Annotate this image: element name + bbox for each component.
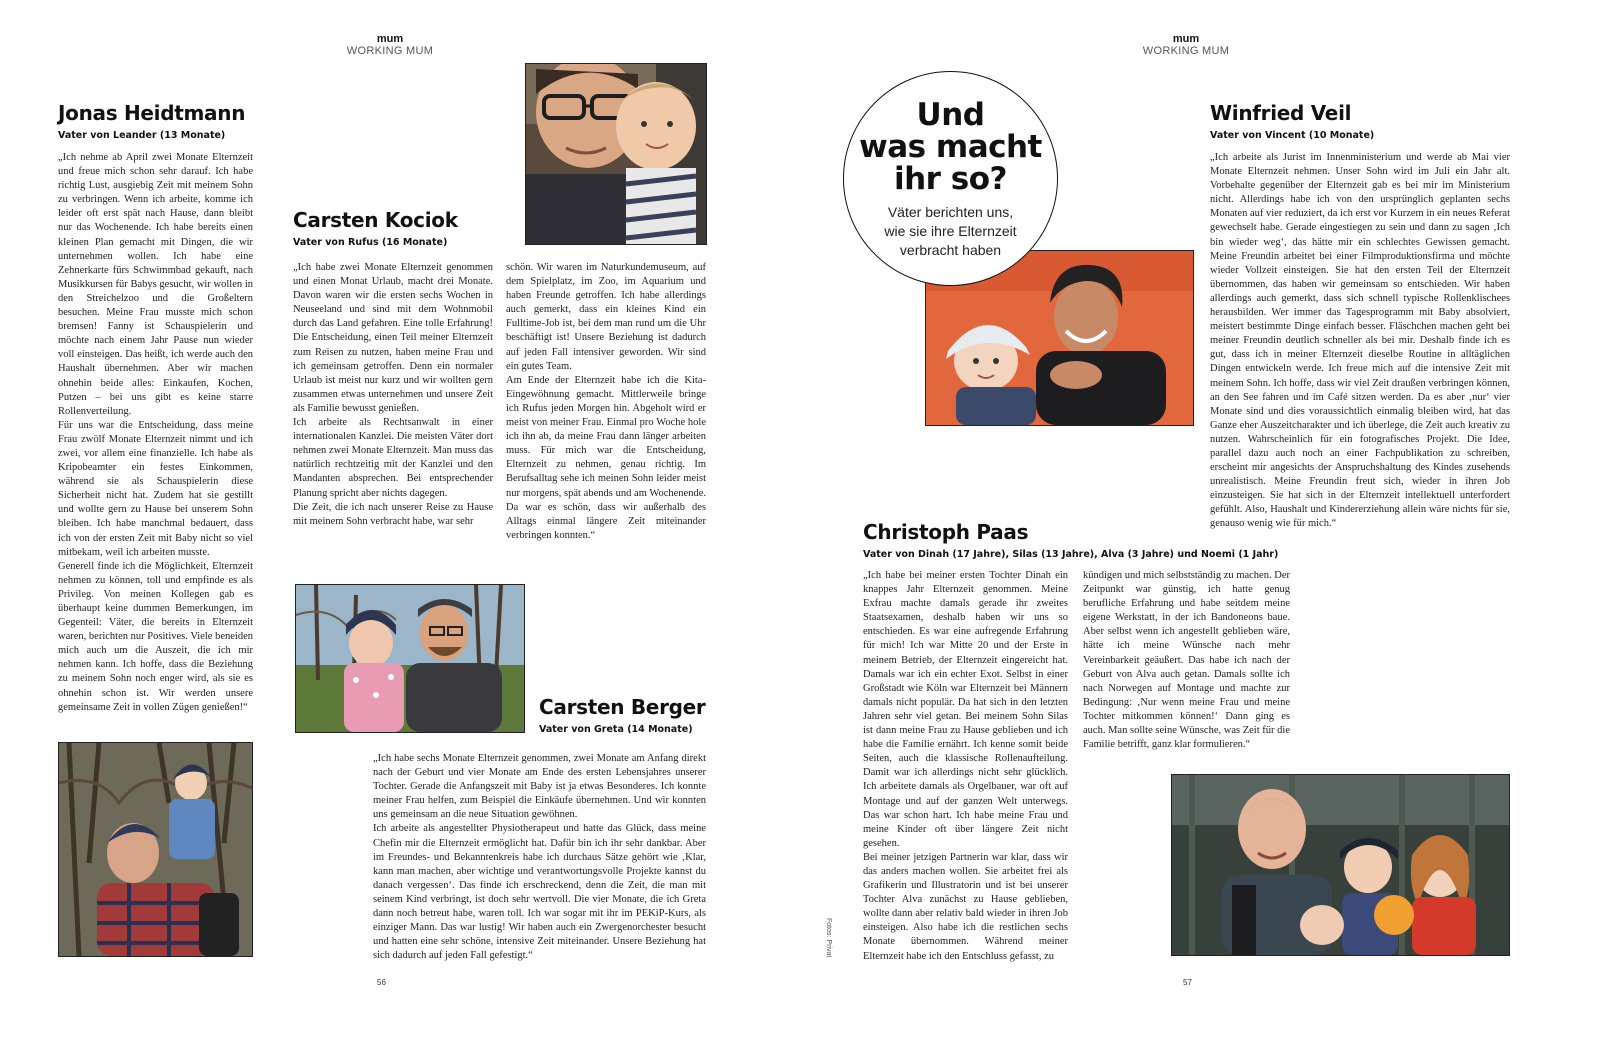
photo-christoph-paas xyxy=(1171,774,1510,956)
magazine-logo: mum xyxy=(376,33,404,45)
photo-jonas-heidtmann xyxy=(58,742,253,957)
headline-title-line: Und xyxy=(916,97,985,133)
headline-subtitle-line: verbracht haben xyxy=(899,242,1002,258)
paragraph: „Ich arbeite als Jurist im Innenministerium und werde ab Mai vier Monate Elternzeit nehmen. Unser Sohn wird im Juli ein Jahr alt. Vorbehalte gegenüber der Elternzeit gab es bei mir im Ministerium nicht. Allerdings habe ich von den ursprünglich geplanten sechs Monaten auf vier reduziert, da ich erst vor Kurzem in ein neues Referat gewechselt habe. Gerade eingestiegen zu sein und dann zu sagen ‚Ich bin wieder weg‘, das hätte mir ein schlechtes Gewissen gemacht. Meine Freundin arbeitet bei einer Filmproduktionsfirma und möchte wieder Vollzeit einsteigen. Sie hat den ersten Teil der Elternzeit übernommen, das haben wir gemeinsam so entschieden. Wir haben allerdings auch gemerkt, dass sich schnell typische Rollenklischees herausbilden. Wer immer das Tagesprogramm mit Baby absolviert, meistert bestimmte Dinge einfach besser. Fläschchen machen geht bei meiner Freundin deutlich schneller als bei mir. Deshalb finde ich es gut, dass ich in meiner Elternzeit dieselbe Routine in alltäglichen Dingen entwickeln werde. Ich freue mich auf die intensive Zeit mit meinem Sohn. Ich hoffe, dass wir viel Zeit draußen verbringen können, an den See fahren und im Café sitzen werden. Da es aber ‚nur‘ vier Monate sind und dies voraussichtlich einmalig bleiben wird, hat das Ganze eher Auszeitcharakter und ich überlege, die Zeit auch kreativ zu nutzen. Wahrscheinlich für ein fotografisches Projekt. Die Idee, parallel dazu auch noch an einer Fachpublikation zu schreiben, erscheint mir angesichts der Anspruchshaltung des Kindes zusehends unrealistisch. Meine Freundin freut sich, wieder in ihren Job einzusteigen. Sie hat sich in der Elternzeit intellektuell unterfordert gefühlt. Also, Haushalt und Kindererziehung allein wäre nichts für sie, genauso wenig wie für mich.“ xyxy=(1210,152,1510,530)
paragraph: „Ich habe sechs Monate Elternzeit genommen, zwei Monate am Anfang direkt nach der Geburt und vier Monate am Ende des ersten Lebensjahres unserer Tochter. Gerade die Anfangszeit mit Baby ist ja etwas Besonderes. Ich konnte meiner Frau helfen, zum Beispiel die Einkäufe übernehmen. Und wir konnten uns gemeinsam an die neue Situation gewöhnen. xyxy=(373,753,706,821)
paragraph: Bei meiner jetzigen Partnerin war klar, dass wir das anders machen wollen. Sie arbeitet frei als Grafikerin und Illustratorin und ist bei unserer Tochter Alva zunächst zu Hause geblieben, wollte dann aber relativ bald wieder in ihren Job einsteigen. Also habe ich die restlichen sechs Monate übernommen. Während meiner Elternzeit habe ich den Entschluss gefasst, zu xyxy=(863,851,1068,962)
headline-circle xyxy=(843,71,1058,286)
paragraph: Ich arbeite als Rechtsanwalt in einer internationalen Kanzlei. Die meisten Väter dort nehmen zwei Monate Elternzeit. Man muss das natürlich rechtzeitig mit der Kanzlei und den Mandanten absprechen. Bei entsprechender Planung spricht aber nichts dagegen. xyxy=(293,417,493,499)
article-text-christoph-col1 xyxy=(863,569,1068,964)
paragraph: Für uns war die Entscheidung, dass meine Frau zwölf Monate Elternzeit nimmt und ich zwei, vor allem eine finanzielle. Ich habe als Kripobeamter ein festes Einkommen, während sie als Schauspielerin diese Sicherheit nicht hat. Zudem hat sie gestillt und wollte gern zu Hause bei unserem Sohn bleiben. Ich habe manchmal bedauert, dass ich von der ersten Zeit mit Baby nicht so viel mitbekam, weil ich arbeiten musste. xyxy=(58,419,253,558)
paragraph: Die Zeit, die ich nach unserer Reise zu Hause mit meinem Sohn verbracht habe, war sehr xyxy=(293,501,493,527)
article-name-carsten-berger: Carsten Berger xyxy=(539,695,706,719)
article-name-christoph: Christoph Paas xyxy=(863,520,1029,544)
section-label: WORKING MUM xyxy=(346,45,434,57)
article-text-jonas xyxy=(58,151,253,715)
article-text-christoph-col2 xyxy=(1083,569,1290,752)
article-text-carsten-kociok-col2 xyxy=(506,261,706,543)
paragraph: schön. Wir waren im Naturkundemuseum, auf dem Spielplatz, im Zoo, im Aquarium und haben Freunde getroffen. Ich habe allerdings auch gemerkt, dass ein kleines Kind ein Fulltime-Job ist, bei dem man rund um die Uhr beschäftigt ist! Unsere Beziehung ist dadurch auf jeden Fall intensiver geworden. Wir sind ein gutes Team. xyxy=(506,262,706,372)
paragraph: kündigen und mich selbstständig zu machen. Der Zeitpunkt war günstig, ich hatte genug berufliche Erfahrung und habe seitdem meine eigene Werkstatt, in der ich Bandoneons baue. Aber selbst wenn ich angestellt geblieben wäre, hätte ich meine Wünsche nach mehr Vereinbarkeit geäußert. Das habe ich nach der Geburt von Alva auch getan. Damals sollte ich nach Norwegen auf Montage und machte zur Bedingung: ‚Nur wenn meine Frau und meine Tochter mitkommen können!‘ Dann ging es auch. Man sollte seine Wünsche, was Zeit für die Familie betrifft, ganz klar formulieren.“ xyxy=(1083,570,1290,751)
headline-title-line: ihr so? xyxy=(893,161,1007,197)
article-name-jonas: Jonas Heidtmann xyxy=(58,101,246,125)
paragraph: Am Ende der Elternzeit habe ich die Kita-Eingewöhnung gemacht. Mittlerweile bringe ich Rufus jeden Morgen hin. Abgeholt wird er meist von meiner Frau. Einmal pro Woche hole ich ihn ab, da meine Frau dann länger arbeiten muss. Für mich war die Entscheidung, Elternzeit zu nehmen, genau richtig. Im Berufsalltag sehe ich meinen Sohn leider meist nur morgens, spät abends und am Wochenende. Da war es schön, dass wir außerhalb des Alltags einmal längere Zeit miteinander verbringen konnten.“ xyxy=(506,374,706,541)
paragraph: Ich arbeite als angestellter Physiotherapeut und hatte das Glück, dass meine Chefin mir die Elternzeit ermöglicht hat. Dafür bin ich ihr sehr dankbar. Aber im Freundes- und Bekanntenkreis habe ich durchaus Sätze gehört wie ‚Klar, kann man machen, aber wichtige und verantwortungsvolle Projekte kannst du danach vergessen‘. Das finde ich erschreckend, denn die Zeit, die man mit seinem Kind verbringt, ist doch sehr wertvoll. Die vier Monate, die ich Greta dann noch betreut habe, waren toll. Ich war sogar mit ihr im PEKiP-Kurs, als einziger Mann. Das war lustig! Wir haben auch ein Zwergenorchester besucht und hatten eine sehr schöne, intensive Zeit miteinander. Unsere Beziehung hat sich dadurch auf jeden Fall gefestigt.“ xyxy=(373,823,706,962)
headline-subtitle-line: wie sie ihre Elternzeit xyxy=(884,223,1017,239)
right-page-header xyxy=(1116,33,1256,58)
paragraph: Generell finde ich die Möglichkeit, Elternzeit nehmen zu können, toll und empfinde es als Privileg. Von meinen Kollegen gab es überhaupt keine dummen Bemerkungen, im Gegenteil: Väter, die bereits in Elternzeit waren, berichten nur Positives. Viele beneiden mich auch um die Auszeit, die ich mir nehmen kann. Ich hoffe, dass die Beziehung zu meinem Sohn noch enger wird, als sie es ohnehin schon ist. Wir werden unsere gemeinsame Zeit in vollen Zügen genießen!“ xyxy=(58,560,253,713)
left-page-header xyxy=(320,33,460,58)
magazine-logo: mum xyxy=(1172,33,1200,45)
section-label: WORKING MUM xyxy=(1142,45,1230,57)
article-role-jonas: Vater von Leander (13 Monate) xyxy=(58,130,226,141)
article-name-carsten-kociok: Carsten Kociok xyxy=(293,208,458,232)
page-number-right: 57 xyxy=(1183,978,1192,987)
paragraph: „Ich habe bei meiner ersten Tochter Dinah ein knappes Jahr Elternzeit genommen. Meine Exfrau machte damals gerade ihr zweites Staatsexamen, deshalb haben wir uns so entschieden. Es war eine aufregende Erfahrung für mich! Ich war Mitte 20 und der Erste in meinem Betrieb, der Elternzeit eingereicht hat. Damals war ich ein echter Exot. Selbst in einer Großstadt wie Köln war Elternzeit bei Männern damals nicht populär. Da hat sich in den letzten Jahren sehr viel getan. Bei meinem Sohn Silas ist dann meine Frau zu Hause geblieben und ich habe die Familie ernährt. Ich kenne somit beide Seiten, auch die klassische Rollenaufteilung. Damit war ich allerdings nicht sehr glücklich. Ich arbeitete damals als Orgelbauer, war oft auf Montage und auf der ganzen Welt unterwegs. Das war schon hart. Ich habe meine Frau und meine Kinder oft über längere Zeit nicht gesehen. xyxy=(863,570,1068,849)
article-role-christoph: Vater von Dinah (17 Jahre), Silas (13 Jahre), Alva (3 Jahre) und Noemi (1 Jahr) xyxy=(863,549,1279,560)
article-name-winfried: Winfried Veil xyxy=(1210,101,1352,125)
photo-carsten-berger xyxy=(295,584,525,733)
headline-subtitle-line: Väter berichten uns, xyxy=(887,204,1014,220)
headline-title xyxy=(844,99,1057,195)
article-text-winfried xyxy=(1210,151,1510,532)
photo-carsten-kociok xyxy=(525,63,707,245)
article-role-carsten-berger: Vater von Greta (14 Monate) xyxy=(539,724,693,735)
paragraph: „Ich habe zwei Monate Elternzeit genommen und einen Monat Urlaub, macht drei Monate. Davon waren wir die ersten sechs Wochen in Neuseeland und sind mit dem Wohnmobil durch das Land gefahren. Eine tolle Erfahrung! Die Entscheidung, einen Teil meiner Elternzeit zum Reisen zu nutzen, haben meine Frau und ich gemeinsam getroffen. Denn ein normaler Urlaub ist meist nur kurz und wir wollten gern zusammen etwas unternehmen und unsere Zeit als Familie bewusst genießen. xyxy=(293,262,493,414)
article-role-winfried: Vater von Vincent (10 Monate) xyxy=(1210,130,1375,141)
article-text-carsten-berger xyxy=(373,752,706,963)
article-role-carsten-kociok: Vater von Rufus (16 Monate) xyxy=(293,237,448,248)
headline-title-line: was macht xyxy=(859,129,1042,165)
headline-subtitle xyxy=(844,203,1057,260)
article-text-carsten-kociok-col1 xyxy=(293,261,493,529)
photo-credit: Fotos: Privat xyxy=(825,918,832,958)
paragraph: „Ich nehme ab April zwei Monate Elternzeit und freue mich schon sehr darauf. Ich habe richtig Lust, ausgiebig Zeit mit meinem Sohn zu verbringen. Wenn ich arbeite, komme ich leider oft erst spät nach Hause, dann bleibt nur das Wochenende. Ich habe bereits einen kleinen Plan gemacht mit Dingen, die wir unternehmen wollen. Ich habe eine Zehnerkarte fürs Schwimmbad gekauft, nach Musikkursen für Babys gesucht, wir wollen in den Streichelzoo und die Großeltern besuchen. Meine Frau musste mich schon bremsen! Fanny ist Schauspielerin und möchte nach einem Jahr Pause nun wieder voll einsteigen. Das heißt, ich werde auch den Haushalt übernehmen. Aber wir machen ohnehin beide alles: Einkaufen, Kochen, Putzen – bei uns gibt es keine starre Rollenverteilung. xyxy=(58,152,253,417)
page-number-left: 56 xyxy=(377,978,386,987)
